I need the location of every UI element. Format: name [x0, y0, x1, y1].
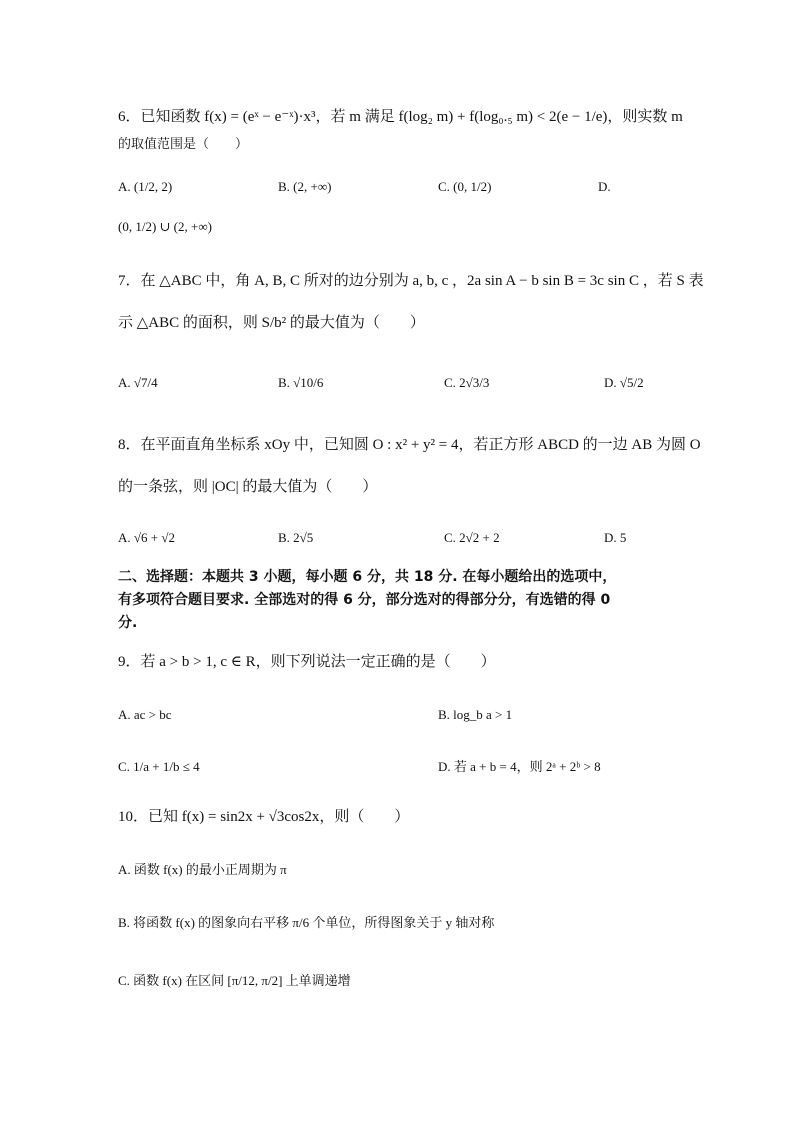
q10-option-b: B. 将函数 f(x) 的图象向右平移 π/6 个单位，所得图象关于 y 轴对称: [118, 915, 495, 930]
q10-option-c: C. 函数 f(x) 在区间 [π/12, π/2] 上单调递增: [118, 973, 351, 988]
q8-option-b: B. 2√5: [278, 530, 314, 545]
q7-option-d: D. √5/2: [604, 375, 644, 390]
section2-heading-line2: 有多项符合题目要求. 全部选对的得 6 分，部分选对的得部分分，有选错的得 0: [118, 592, 611, 608]
q7-option-c: C. 2√3/3: [444, 375, 490, 390]
q6-option-a: A. (1/2, 2): [118, 179, 173, 194]
q8-option-d: D. 5: [604, 530, 627, 545]
q7-option-a: A. √7/4: [118, 375, 158, 390]
q6-option-d-content: (0, 1/2) ∪ (2, +∞): [118, 219, 212, 234]
q8-option-c: C. 2√2 + 2: [444, 530, 500, 545]
q6-option-c: C. (0, 1/2): [438, 179, 492, 194]
q6-stem-line1: 6．已知函数 f(x) = (eˣ − e⁻ˣ)·x³，若 m 满足 f(log₂ m) + f(log₀.₅ m) < 2(e − 1/e)，则实数 m: [118, 109, 683, 125]
q9-option-a: A. ac > bc: [118, 707, 172, 722]
q10-stem: 10．已知 f(x) = sin2x + √3cos2x，则（ ）: [118, 809, 410, 825]
q6-option-d: D.: [598, 179, 611, 194]
section2-heading-line3: 分.: [118, 615, 138, 631]
q6-stem-line2: 的取值范围是（ ）: [118, 137, 249, 152]
q8-option-a: A. √6 + √2: [118, 530, 175, 545]
q9-stem: 9．若 a > b > 1, c ∈ R，则下列说法一定正确的是（ ）: [118, 654, 496, 670]
q8-stem-line2: 的一条弦，则 |OC| 的最大值为（ ）: [118, 479, 378, 495]
q9-option-c: C. 1/a + 1/b ≤ 4: [118, 759, 200, 774]
q7-stem-line1: 7．在 △ABC 中，角 A, B, C 所对的边分别为 a, b, c ，2a sin A − b sin B = 3c sin C ，若 S 表: [118, 273, 704, 289]
q10-option-a: A. 函数 f(x) 的最小正周期为 π: [118, 862, 287, 877]
section2-heading-line1: 二、选择题：本题共 3 小题，每小题 6 分，共 18 分. 在每小题给出的选项中，: [118, 569, 617, 585]
q8-stem-line1: 8．在平面直角坐标系 xOy 中，已知圆 O : x² + y² = 4，若正方形 ABCD 的一边 AB 为圆 O: [118, 437, 701, 453]
q6-option-b: B. (2, +∞): [278, 179, 332, 194]
q7-stem-line2: 示 △ABC 的面积，则 S/b² 的最大值为（ ）: [118, 315, 425, 331]
q9-option-d: D. 若 a + b = 4，则 2ᵃ + 2ᵇ > 8: [438, 759, 601, 774]
q9-option-b: B. log_b a > 1: [438, 707, 513, 722]
q7-option-b: B. √10/6: [278, 375, 324, 390]
